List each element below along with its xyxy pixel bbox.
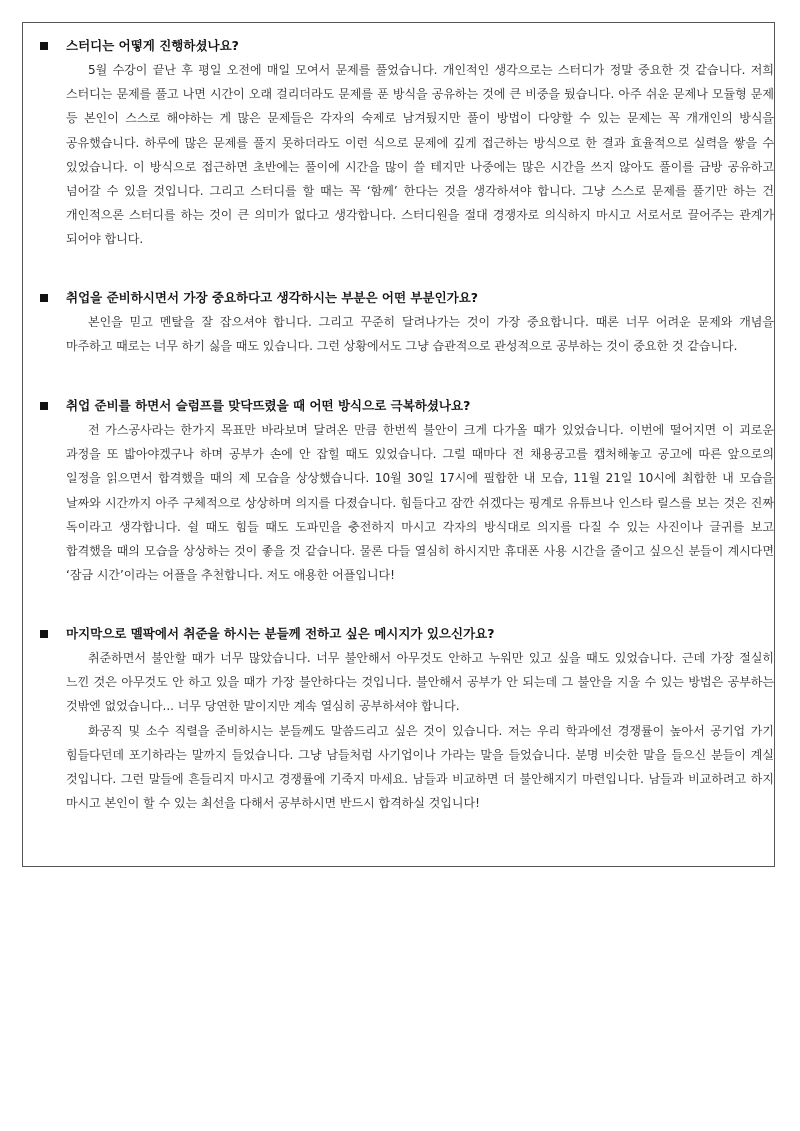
question-text: 취업을 준비하시면서 가장 중요하다고 생각하시는 부분은 어떤 부분인가요?: [66, 290, 479, 305]
question-text: 마지막으로 멜팍에서 취준을 하시는 분들께 전하고 싶은 메시지가 있으신가요?: [66, 626, 495, 641]
question-text: 스터디는 어떻게 진행하셨나요?: [66, 38, 239, 53]
answer-paragraph: 본인을 믿고 멘탈을 잘 잡으셔야 합니다. 그리고 꾸준히 달려나가는 것이 가장 중요합니다. 때론 너무 어려운 문제와 개념을 마주하고 때로는 너무 하기 싫을 때도 있습니다. 그런 상황에서도 그냥 습관적으로 관성적으로 공부하는 것이 중요한 것 같습니다.: [66, 315, 774, 354]
answer-paragraph: 화공직 및 소수 직렬을 준비하시는 분들께도 말씀드리고 싶은 것이 있습니다. 저는 우리 학과에선 경쟁률이 높아서 공기업 가기 힘들다던데 포기하라는 말까지 들었습니다. 그냥 남들처럼 사기업이나 가라는 말을 들었습니다. 분명 비슷한 말을 들으신 분들이 계실 것입니다. 그런 말들에 흔들리지 마시고 경쟁률에 기죽지 마세요. 남들과 비교하면 더 불안해지기 마련입니다. 남들과 비교하려고 하지 마시고 본인이 할 수 있는 최선을 다해서 공부하시면 반드시 합격하실 것입니다!: [66, 723, 774, 811]
answer-block: [66, 58, 774, 252]
answer-paragraph: 5월 수강이 끝난 후 평일 오전에 매일 모여서 문제를 풀었습니다. 개인적인 생각으로는 스터디가 정말 중요한 것 같습니다. 저희 스터디는 문제를 풀고 나면 시간이 오래 걸리더라도 문제를 푼 방식을 공유하는 것에 큰 비중을 뒀습니다. 아주 쉬운 문제나 모듈형 문제 등 본인이 스스로 해야하는 게 많은 문제들은 각자의 숙제로 남겨뒀지만 풀이 방법이 다양할 수 있는 문제는 꼭 개개인의 방식을 공유했습니다. 하루에 많은 문제를 풀지 못하더라도 이런 식으로 문제에 깊게 접근하는 방식으로 한 결과 효율적으로 실력을 쌓을 수 있었습니다. 이 방식으로 접근하면 초반에는 풀이에 시간을 많이 쓸 테지만 나중에는 많은 시간을 쓰지 않아도 풀이를 금방 공유하고 넘어갈 수 있을 것입니다. 그리고 스터디를 할 때는 꼭 ‘함께’ 한다는 것을 생각하셔야 합니다. 그냥 스스로 문제를 풀기만 하는 건 개인적으론 스터디를 하는 것이 큰 의미가 없다고 생각합니다. 스터디원을 절대 경쟁자로 의식하지 마시고 서로서로 끌어주는 관계가 되어야 합니다.: [66, 63, 774, 247]
answer-paragraph: 취준하면서 불안할 때가 너무 많았습니다. 너무 불안해서 아무것도 안하고 누워만 있고 싶을 때도 있었습니다. 근데 가장 절실히 느낀 것은 아무것도 안 하고 있을 때가 가장 불안하다는 것입니다. 불안해서 공부가 안 되는데 그 불안을 지울 수 있는 방법은 공부하는 것밖엔 없었습니다... 너무 당연한 말이지만 계속 열심히 공부하셔야 합니다.: [66, 651, 774, 714]
answer-block: [66, 310, 774, 358]
square-bullet-icon: [40, 630, 48, 638]
square-bullet-icon: [40, 42, 48, 50]
square-bullet-icon: [40, 294, 48, 302]
answer-block: [66, 418, 774, 587]
answer-block: [66, 646, 774, 815]
question-text: 취업 준비를 하면서 슬럼프를 맞닥뜨렸을 때 어떤 방식으로 극복하셨나요?: [66, 398, 471, 413]
answer-paragraph: 전 가스공사라는 한가지 목표만 바라보며 달려온 만큼 한번씩 불안이 크게 다가올 때가 있었습니다. 이번에 떨어지면 이 괴로운 과정을 또 밟아야겠구나 하며 공부가 손에 안 잡힐 때도 있었습니다. 그럴 때마다 전 채용공고를 캡처해놓고 공고에 따른 앞으로의 일정을 읽으면서 합격했을 때의 제 모습을 상상했습니다. 10월 30일 17시에 필합한 내 모습, 11월 21일 10시에 최합한 내 모습을 날짜와 시간까지 아주 구체적으로 상상하며 의지를 다졌습니다. 힘들다고 잠깐 쉬겠다는 핑계로 유튜브나 인스타 릴스를 보는 것은 진짜 독이라고 생각합니다. 쉴 때도 힘들 때도 도파민을 충전하지 마시고 각자의 방식대로 의지를 다질 수 있는 사진이나 글귀를 보고 합격했을 때의 모습을 상상하는 것이 좋을 것 같습니다. 물론 다들 열심히 하시지만 휴대폰 사용 시간을 줄이고 싶으신 분들이 계시다면 ‘잠금 시간’이라는 어플을 추천합니다. 저도 애용한 어플입니다!: [66, 423, 774, 583]
square-bullet-icon: [40, 402, 48, 410]
